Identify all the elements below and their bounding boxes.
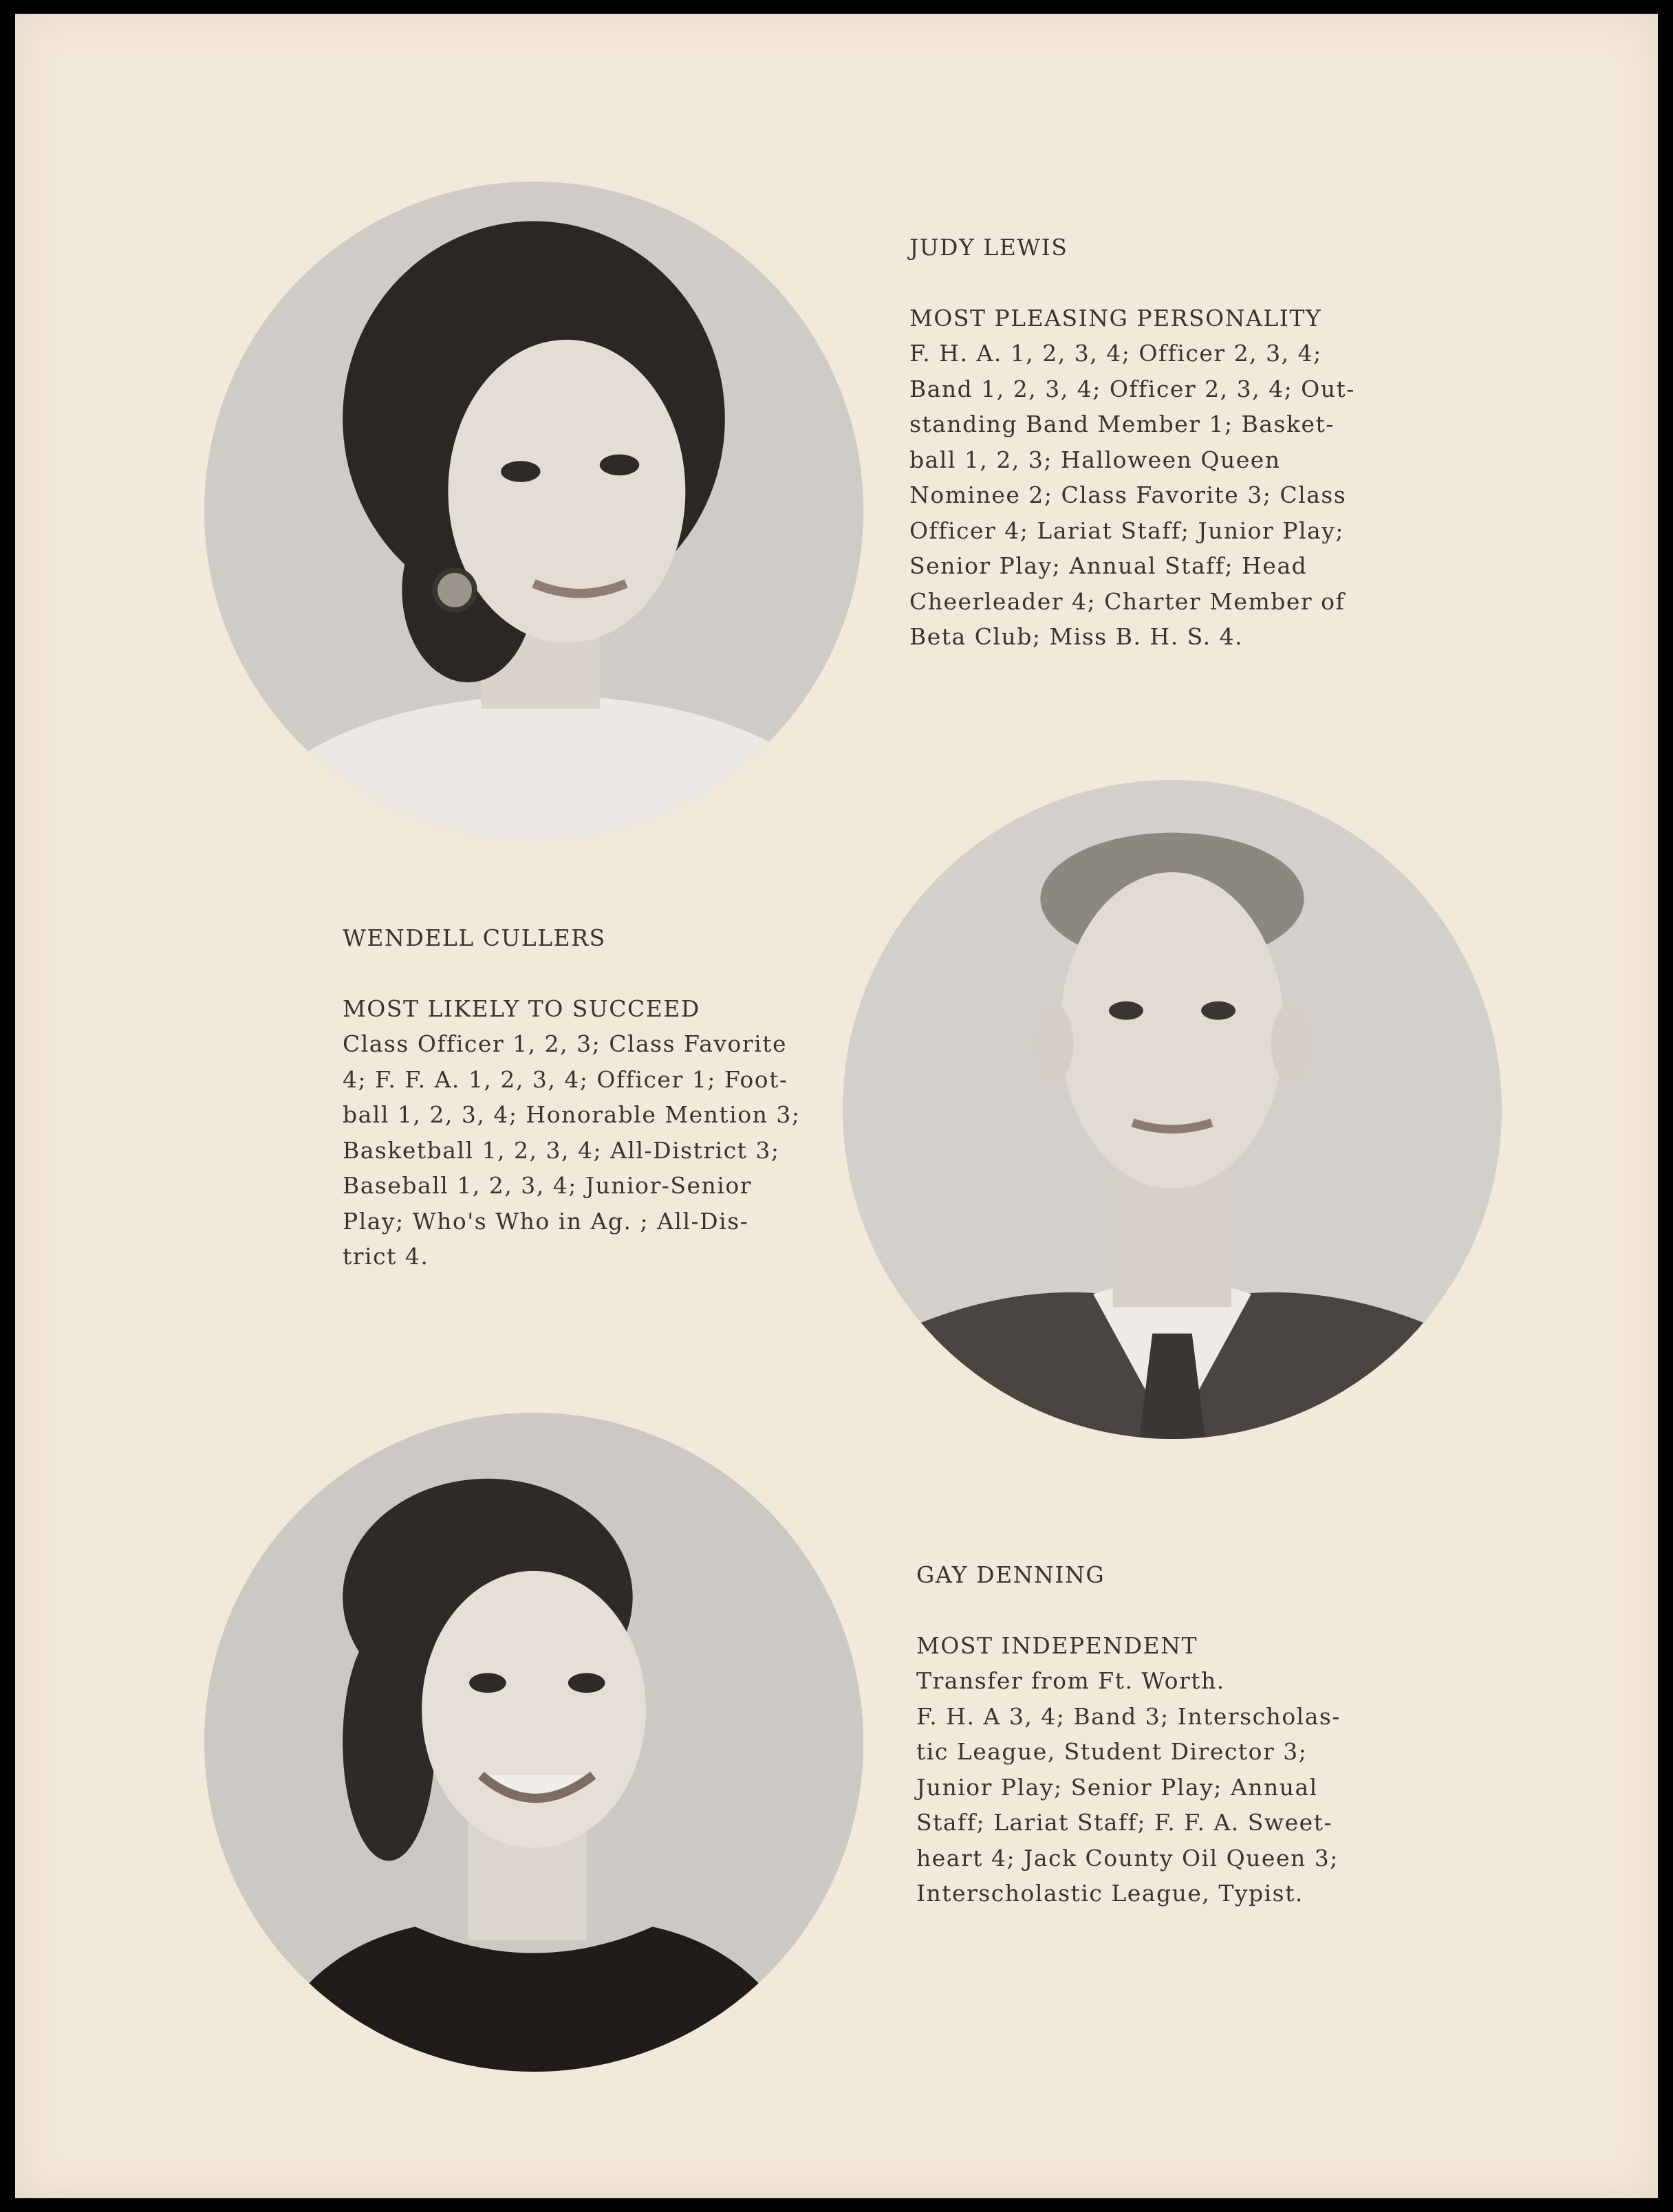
activity-line: Senior Play; Annual Staff; Head (909, 552, 1308, 579)
activity-line: standing Band Member 1; Basket- (909, 411, 1335, 437)
activity-line: Basketball 1, 2, 3, 4; All-District 3; (343, 1136, 780, 1164)
student-name: WENDELL CULLERS (343, 924, 606, 951)
caption-judy-lewis (909, 230, 1355, 655)
activity-line: Class Officer 1, 2, 3; Class Favorite (343, 1030, 788, 1057)
activity-line: heart 4; Jack County Oil Queen 3; (916, 1844, 1339, 1872)
student-name: GAY DENNING (916, 1561, 1105, 1588)
activity-line: Staff; Lariat Staff; F. F. A. Sweet- (916, 1809, 1333, 1836)
activity-line: Baseball 1, 2, 3, 4; Junior-Senior (343, 1172, 752, 1199)
student-name: JUDY LEWIS (909, 234, 1068, 261)
activity-line: Interscholastic League, Typist. (916, 1880, 1304, 1907)
portrait-photo-gay-denning (204, 1413, 863, 2072)
portrait-photo-judy-lewis (204, 182, 863, 841)
activity-line: 4; F. F. A. 1, 2, 3, 4; Officer 1; Foot- (343, 1065, 788, 1093)
activity-line: Nominee 2; Class Favorite 3; Class (909, 481, 1347, 508)
caption-gay-denning (916, 1557, 1341, 1911)
superlative-title: MOST INDEPENDENT (916, 1631, 1198, 1659)
activity-line: Play; Who's Who in Ag. ; All-Dis- (343, 1207, 749, 1235)
activity-line: ball 1, 2, 3, 4; Honorable Mention 3; (343, 1101, 801, 1128)
activity-line: Officer 4; Lariat Staff; Junior Play; (909, 517, 1344, 544)
portrait-photo-wendell-cullers (843, 780, 1502, 1439)
superlative-title: MOST PLEASING PERSONALITY (909, 304, 1322, 332)
activity-line: Transfer from Ft. Worth. (916, 1667, 1225, 1694)
activity-line: ball 1, 2, 3; Halloween Queen (909, 446, 1281, 473)
activity-line: Junior Play; Senior Play; Annual (916, 1773, 1318, 1801)
activity-line: Cheerleader 4; Charter Member of (909, 587, 1346, 615)
activity-line: trict 4. (343, 1243, 429, 1270)
activity-line: Beta Club; Miss B. H. S. 4. (909, 623, 1244, 650)
activity-line: F. H. A 3, 4; Band 3; Interscholas- (916, 1702, 1341, 1730)
caption-wendell-cullers (343, 920, 800, 1275)
yearbook-page (15, 14, 1658, 2198)
activity-line: Band 1, 2, 3, 4; Officer 2, 3, 4; Out- (909, 375, 1355, 402)
superlative-title: MOST LIKELY TO SUCCEED (343, 995, 700, 1022)
activity-line: F. H. A. 1, 2, 3, 4; Officer 2, 3, 4; (909, 340, 1322, 367)
activity-line: tic League, Student Director 3; (916, 1738, 1308, 1765)
